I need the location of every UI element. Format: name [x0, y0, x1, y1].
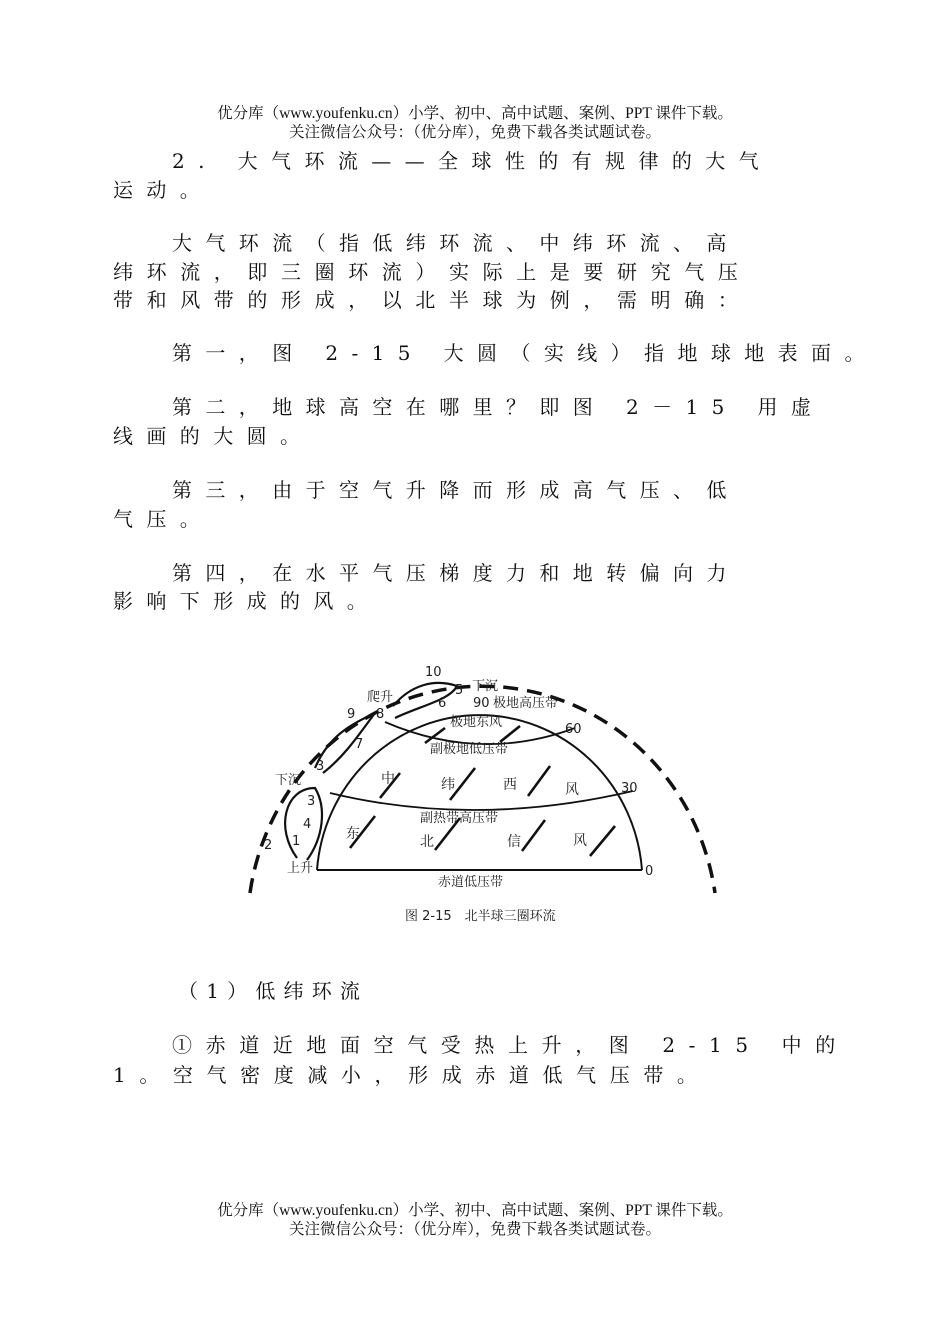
label-xiachen-left: 下沉 — [275, 773, 302, 788]
earth-surface-circle — [317, 715, 642, 870]
paragraph-4-line-1: 第二，地球高空在哪里？即图 2－15 用虚 — [172, 395, 825, 419]
paragraph-5-line-1: 第三，由于空气升降而形成高气压、低 — [172, 478, 740, 502]
label-subtropical-high: 副热带高压带 — [420, 811, 499, 826]
label-xiachen-top: 下沉 — [472, 679, 499, 694]
label-polar-high: 极地高压带 — [493, 696, 559, 711]
label-dong: 东 — [346, 826, 360, 842]
label-0: 0 — [645, 864, 654, 879]
three-cell-circulation-diagram — [245, 638, 725, 933]
label-2: 2 — [264, 838, 273, 853]
label-zhong: 中 — [381, 771, 395, 787]
label-xi: 西 — [503, 777, 517, 793]
label-xin: 信 — [507, 834, 521, 850]
footer-line-1: 优分库（www.youfenku.cn）小学、初中、高中试题、案例、PPT 课件下载。 — [217, 1202, 733, 1219]
section-1-line-2: 1。空气密度减小，形成赤道低气压带。 — [113, 1063, 711, 1087]
label-30: 30 — [621, 781, 638, 796]
high-latitude-cell-loop — [393, 683, 457, 718]
label-feng-trade: 风 — [573, 833, 587, 849]
paragraph-6-line-2: 影响下形成的风。 — [113, 589, 381, 613]
label-polar-east: 极地东风 — [450, 715, 503, 730]
label-wei: 纬 — [441, 777, 455, 793]
section-1-line-1: ①赤道近地面空气受热上升，图 2-15 中的 — [172, 1033, 849, 1057]
label-equator-low: 赤道低压带 — [438, 875, 504, 890]
paragraph-2-line-1: 大气环流（指低纬环流、中纬环流、高 — [172, 231, 740, 255]
paragraph-6-line-1: 第四，在水平气压梯度力和地转偏向力 — [172, 561, 740, 585]
label-9: 9 — [347, 707, 356, 722]
label-90: 90 — [473, 696, 490, 711]
label-bei: 北 — [420, 834, 434, 850]
paragraph-4-line-2: 线画的大圆。 — [113, 424, 314, 448]
latitude-30-boundary — [330, 791, 633, 810]
paragraph-2-line-2: 纬环流，即三圈环流）实际上是要研究气压 — [113, 260, 752, 284]
label-feng-westerlies: 风 — [565, 782, 579, 798]
label-shangsheng: 上升 — [287, 861, 314, 876]
footer-line-2: 关注微信公众号：（优分库），免费下载各类试题试卷。 — [288, 1221, 661, 1238]
label-10: 10 — [425, 665, 442, 680]
label-3-lower: 3 — [307, 794, 316, 809]
label-3-upper: 3 — [316, 759, 325, 774]
header-line-2: 关注微信公众号：（优分库），免费下载各类试题试卷。 — [288, 124, 661, 141]
label-subpolar-low: 副极地低压带 — [430, 742, 509, 757]
label-4: 4 — [303, 817, 312, 832]
label-pashen: 爬升 — [367, 690, 394, 705]
figure-caption: 图 2-15 北半球三圈环流 — [405, 909, 556, 924]
paragraph-3-line-1: 第一，图 2-15 大圆（实线）指地球地表面。 — [172, 341, 878, 365]
label-8: 8 — [376, 707, 385, 722]
header-line-1: 优分库（www.youfenku.cn）小学、初中、高中试题、案例、PPT 课件下载。 — [217, 105, 733, 122]
paragraph-1-line-2: 运动。 — [113, 178, 214, 202]
label-7: 7 — [355, 737, 364, 752]
label-6: 6 — [438, 696, 447, 711]
paragraph-2-line-3: 带和风带的形成，以北半球为例，需明确： — [113, 288, 752, 312]
section-1-title: （1）低纬环流 — [178, 979, 369, 1003]
label-60: 60 — [565, 722, 582, 737]
label-1: 1 — [292, 834, 301, 849]
label-5: 5 — [455, 683, 464, 698]
paragraph-1-line-1: 2. 大气环流——全球性的有规律的大气 — [172, 149, 773, 173]
paragraph-5-line-2: 气压。 — [113, 507, 214, 531]
